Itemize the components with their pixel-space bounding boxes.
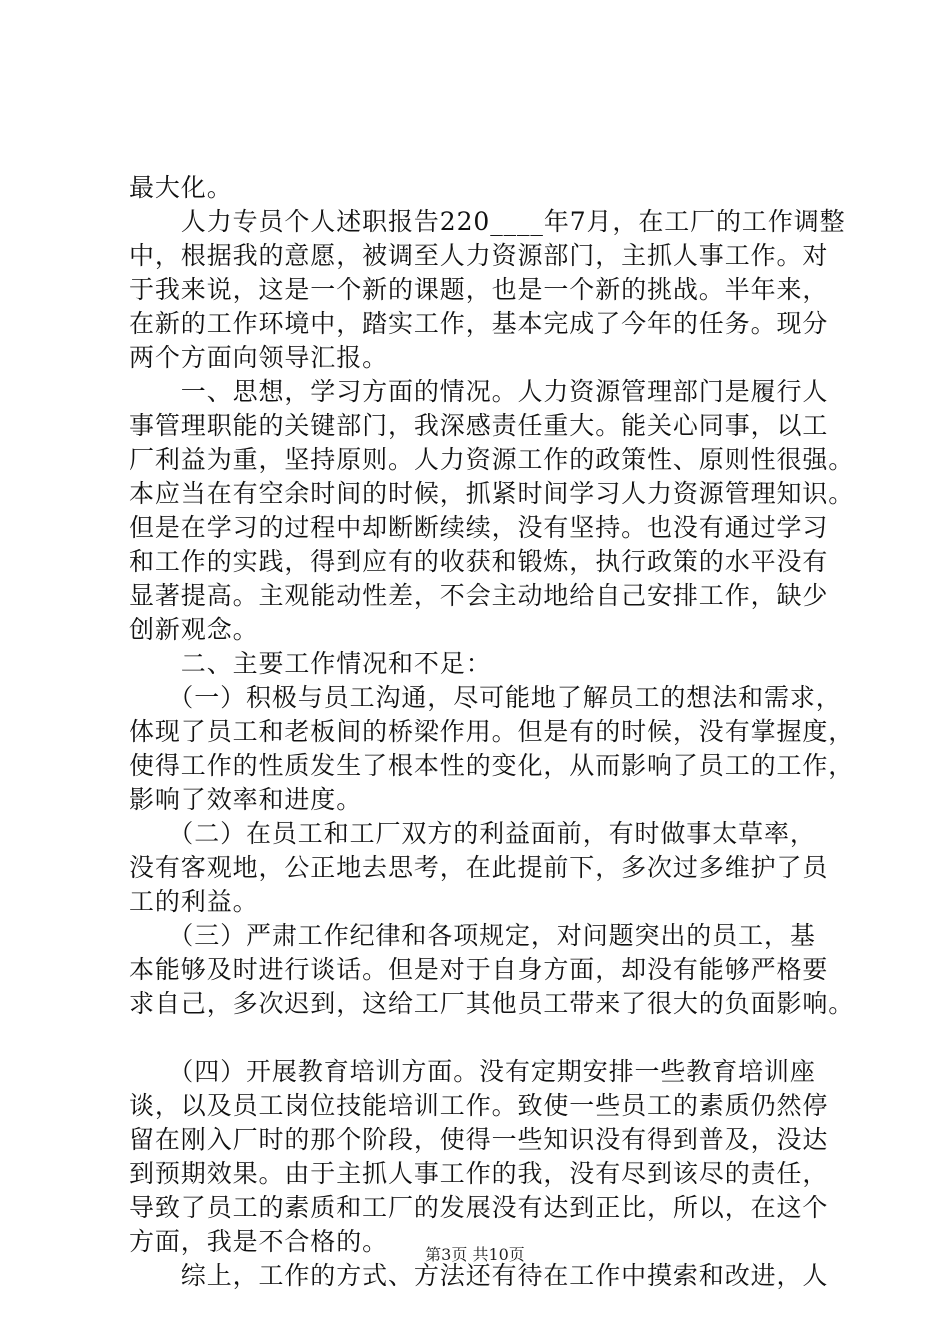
text-line: 显著提高。主观能动性差，不会主动地给自己安排工作，缺少	[129, 581, 829, 610]
text-line: 综上，工作的方式、方法还有待在工作中摸索和改进，人	[129, 1261, 829, 1290]
text-line: （二）在员工和工厂双方的利益面前，有时做事太草率，	[129, 819, 816, 848]
text-line: 工的利益。	[129, 887, 259, 916]
text-line: （一）积极与员工沟通，尽可能地了解员工的想法和需求，	[129, 683, 842, 712]
text-line: 创新观念。	[129, 615, 259, 644]
text-line: 事管理职能的关键部门，我深感责任重大。能关心同事，以工	[129, 411, 829, 440]
text-line: 中，根据我的意愿，被调至人力资源部门，主抓人事工作。对	[129, 241, 829, 270]
text-line: 求自己，多次迟到，这给工厂其他员工带来了很大的负面影响。	[129, 989, 855, 1018]
text-line: （三）严肃工作纪律和各项规定，对问题突出的员工，基	[129, 921, 816, 950]
text-line: 和工作的实践，得到应有的收获和锻炼，执行政策的水平没有	[129, 547, 829, 576]
text-line: 于我来说，这是一个新的课题，也是一个新的挑战。半年来，	[129, 275, 829, 304]
text-line: 本应当在有空余时间的时候，抓紧时间学习人力资源管理知识。	[129, 479, 855, 508]
page-number-footer: 第3页 共10页	[425, 1245, 525, 1264]
text-line: 导致了员工的素质和工厂的发展没有达到正比，所以，在这个	[129, 1193, 829, 1222]
text-line: （四）开展教育培训方面。没有定期安排一些教育培训座	[129, 1057, 816, 1086]
text-line: 在新的工作环境中，踏实工作，基本完成了今年的任务。现分	[129, 309, 829, 338]
text-line: 两个方面向领导汇报。	[129, 343, 389, 372]
text-line: 二、主要工作情况和不足：	[129, 649, 492, 678]
text-line: 留在刚入厂时的那个阶段，使得一些知识没有得到普及，没达	[129, 1125, 829, 1154]
text-line: 影响了效率和进度。	[129, 785, 363, 814]
text-line: 人力专员个人述职报告220____年7月，在工厂的工作调整	[129, 207, 846, 236]
text-line: 使得工作的性质发生了根本性的变化，从而影响了员工的工作，	[129, 751, 855, 780]
text-line: 到预期效果。由于主抓人事工作的我，没有尽到该尽的责任，	[129, 1159, 829, 1188]
text-line: 但是在学习的过程中却断断续续，没有坚持。也没有通过学习	[129, 513, 829, 542]
document-body	[129, 171, 855, 1293]
text-line: 体现了员工和老板间的桥梁作用。但是有的时候，没有掌握度，	[129, 717, 855, 746]
paragraph-gap	[129, 1021, 829, 1055]
text-line: 方面，我是不合格的。	[129, 1227, 389, 1256]
text-line: 谈，以及员工岗位技能培训工作。致使一些员工的素质仍然停	[129, 1091, 829, 1120]
text-line: 厂利益为重，坚持原则。人力资源工作的政策性、原则性很强。	[129, 445, 855, 474]
text-line: 最大化。	[129, 173, 233, 202]
text-line: 本能够及时进行谈话。但是对于自身方面，却没有能够严格要	[129, 955, 829, 984]
text-line: 没有客观地，公正地去思考，在此提前下，多次过多维护了员	[129, 853, 829, 882]
text-line: 一、思想，学习方面的情况。人力资源管理部门是履行人	[129, 377, 829, 406]
